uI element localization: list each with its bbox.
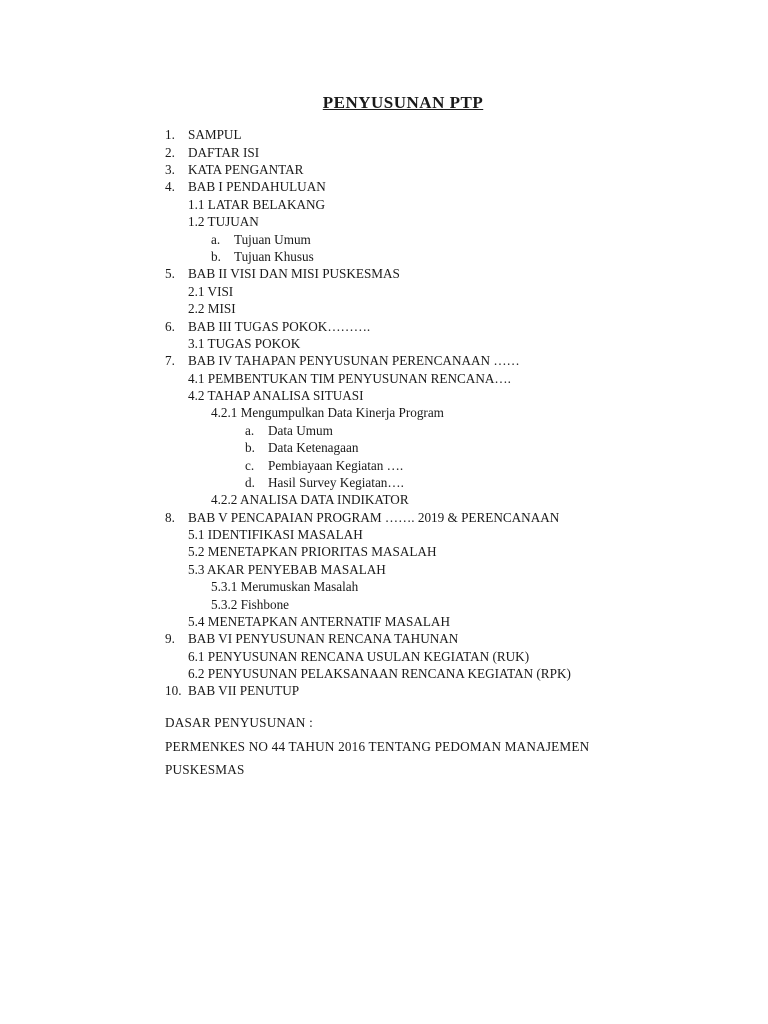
item-letter: a. <box>211 232 221 247</box>
item-text: Data Ketenagaan <box>268 440 359 455</box>
basis-heading: DASAR PENYUSUNAN : <box>165 715 313 730</box>
item-text: Tujuan Khusus <box>234 249 314 264</box>
item-text: Pembiayaan Kegiatan …. <box>268 458 404 473</box>
list-item <box>245 474 404 491</box>
item-letter: a. <box>245 423 255 438</box>
item-number: 8. <box>165 510 175 525</box>
list-item <box>188 387 364 404</box>
list-item <box>211 578 358 595</box>
item-text: 5.3.1 Merumuskan Masalah <box>211 579 359 594</box>
item-text: DAFTAR ISI <box>188 145 260 160</box>
list-item <box>188 283 233 300</box>
list-item <box>245 439 358 456</box>
item-text: BAB VII PENUTUP <box>188 683 300 698</box>
item-text: 1.1 LATAR BELAKANG <box>188 197 326 212</box>
item-text: 1.2 TUJUAN <box>188 214 259 229</box>
item-text: 5.3.2 Fishbone <box>211 597 290 612</box>
list-item <box>165 144 259 161</box>
list-item <box>165 161 303 178</box>
list-item <box>211 248 314 265</box>
list-item <box>188 526 363 543</box>
list-item <box>211 596 289 613</box>
item-letter: c. <box>245 458 255 473</box>
item-number: 1. <box>165 127 175 142</box>
list-item <box>165 126 242 143</box>
list-item <box>188 648 529 665</box>
item-text: 4.2 TAHAP ANALISA SITUASI <box>188 388 364 403</box>
item-text: SAMPUL <box>188 127 242 142</box>
item-letter: b. <box>245 440 255 455</box>
list-item <box>165 352 520 369</box>
item-letter: d. <box>245 475 255 490</box>
list-item <box>188 613 450 630</box>
item-text: 3.1 TUGAS POKOK <box>188 336 301 351</box>
item-text: KATA PENGANTAR <box>188 162 304 177</box>
list-item <box>165 265 400 282</box>
item-number: 5. <box>165 266 175 281</box>
item-text: 5.4 MENETAPKAN ANTERNATIF MASALAH <box>188 614 450 629</box>
item-text: 6.1 PENYUSUNAN RENCANA USULAN KEGIATAN (RUK) <box>188 649 530 664</box>
item-number: 3. <box>165 162 175 177</box>
item-text: 5.2 MENETAPKAN PRIORITAS MASALAH <box>188 544 437 559</box>
basis-line: PUSKESMAS <box>165 762 245 777</box>
item-number: 7. <box>165 353 175 368</box>
list-item <box>188 300 236 317</box>
list-item <box>211 491 409 508</box>
list-item <box>165 318 370 335</box>
item-text: BAB I PENDAHULUAN <box>188 179 326 194</box>
item-text: 5.1 IDENTIFIKASI MASALAH <box>188 527 363 542</box>
item-text: 2.2 MISI <box>188 301 236 316</box>
list-item <box>188 370 511 387</box>
item-text: BAB VI PENYUSUNAN RENCANA TAHUNAN <box>188 631 459 646</box>
list-item <box>165 630 458 647</box>
item-text: 4.2.2 ANALISA DATA INDIKATOR <box>211 492 409 507</box>
item-text: 2.1 VISI <box>188 284 234 299</box>
item-text: Data Umum <box>268 423 333 438</box>
item-text: Hasil Survey Kegiatan…. <box>268 475 404 490</box>
list-item <box>211 231 311 248</box>
item-text: 6.2 PENYUSUNAN PELAKSANAAN RENCANA KEGIATAN (RPK) <box>188 666 571 681</box>
list-item <box>188 543 436 560</box>
item-text: 5.3 AKAR PENYEBAB MASALAH <box>188 562 386 577</box>
page-title: PENYUSUNAN PTP <box>322 93 484 112</box>
item-text: BAB IV TAHAPAN PENYUSUNAN PERENCANAAN …… <box>188 353 520 368</box>
list-item <box>188 335 300 352</box>
list-item <box>245 457 403 474</box>
list-item <box>165 509 559 526</box>
item-letter: b. <box>211 249 221 264</box>
list-item <box>188 561 386 578</box>
basis-line: PERMENKES NO 44 TAHUN 2016 TENTANG PEDOMAN MANAJEMEN <box>165 739 590 754</box>
list-item <box>245 422 333 439</box>
item-number: 10. <box>165 683 182 698</box>
item-text: BAB V PENCAPAIAN PROGRAM ……. 2019 & PERENCANAAN <box>188 510 560 525</box>
list-item <box>188 665 571 682</box>
list-item <box>165 178 326 195</box>
item-text: 4.2.1 Mengumpulkan Data Kinerja Program <box>211 405 444 420</box>
item-number: 4. <box>165 179 175 194</box>
item-number: 9. <box>165 631 175 646</box>
item-text: 4.1 PEMBENTUKAN TIM PENYUSUNAN RENCANA…. <box>188 371 511 386</box>
list-item <box>211 404 444 421</box>
item-text: BAB II VISI DAN MISI PUSKESMAS <box>188 266 400 281</box>
list-item <box>188 213 259 230</box>
item-text: Tujuan Umum <box>234 232 311 247</box>
item-text: BAB III TUGAS POKOK………. <box>188 319 371 334</box>
item-number: 6. <box>165 319 175 334</box>
list-item <box>165 682 299 699</box>
item-number: 2. <box>165 145 175 160</box>
list-item <box>188 196 325 213</box>
